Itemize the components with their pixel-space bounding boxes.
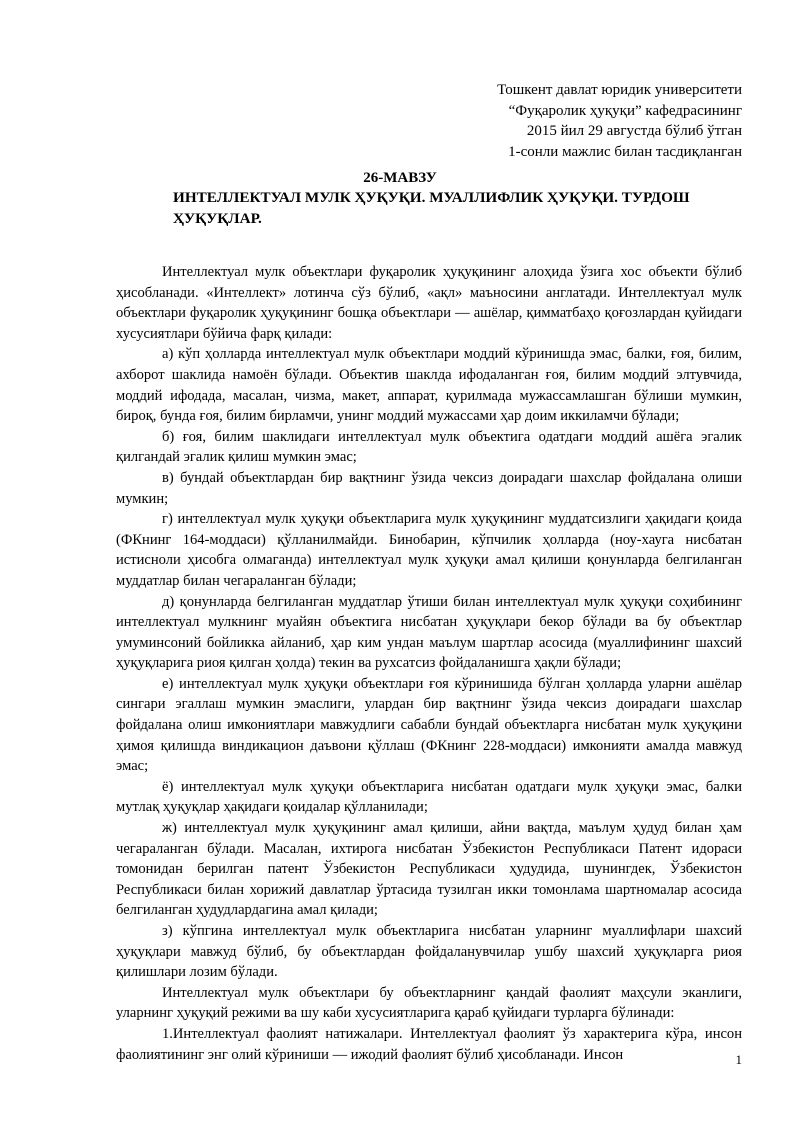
approval-line: 1-сонли мажлис билан тасдиқланган: [508, 143, 742, 160]
paragraph: е) интеллектуал мулк ҳуқуқи объектлари ғоя кўринишида бўлган ҳолларда уларни ашёлар сингари эгаллаш мумкин эмаслиги, улардан бир вақтнинг ўзида чексиз доирадаги шахслар фойдалана олиш имкониятлари мавжудлиги сабабли бундай объектларга нисбатан мулк ҳуқуқини ҳимоя қилишда виндикацион даъвони қўллаш (ФКнинг 228-моддаси) имконияти амалда мавжуд эмас;: [116, 675, 742, 775]
topic-title: ИНТЕЛЛЕКТУАЛ МУЛК ҲУҚУҚИ. МУАЛЛИФЛИК ҲУҚУҚИ. ТУРДОШ ҲУҚУҚЛАР.: [173, 189, 690, 227]
paragraph: б) ғоя, билим шаклидаги интеллектуал мулк объектига одатдаги моддий ашёга эгалик қилгандай эгалик қилиш мумкин эмас;: [116, 428, 742, 466]
approval-line: 2015 йил 29 августда бўлиб ўтган: [526, 123, 742, 140]
paragraph: 1.Интеллектуал фаолият натижалари. Интеллектуал фаолият ўз характерига кўра, инсон фаолиятининг энг олий кўриниши — ижодий фаолият бўлиб ҳисобланади. Инсон: [116, 1025, 742, 1063]
paragraph: Интеллектуал мулк объектлари фуқаролик ҳуқуқининг алоҳида ўзига хос объекти бўлиб ҳисобланади. «Интеллект» лотинча сўз бўлиб, «ақл» маъносини англатади. Интеллектуал мулк объектлари фуқаролик ҳуқуқининг бошқа объектлари — ашёлар, қимматбаҳо қоғозлардан қуйидаги хусусиятлари бўйича фарқ қилади:: [116, 264, 742, 342]
paragraph: в) бундай объектлардан бир вақтнинг ўзида чексиз доирадаги шахслар фойдалана олиши мумкин;: [116, 469, 742, 507]
approval-block: [497, 80, 742, 162]
approval-line: Тошкент давлат юридик университети: [497, 82, 742, 98]
approval-line: “Фуқаролик ҳуқуқи” кафедрасининг: [508, 102, 742, 119]
topic-number: 26-МАВЗУ: [363, 170, 437, 186]
paragraph: а) кўп ҳолларда интеллектуал мулк объектлари моддий кўринишда эмас, балки, ғоя, билим, ахборот шаклида намоён бўлади. Объектив шаклда ифодаланган ғоя, билим моддий элтувчида, моддий ифодада, масалан, чизма, макет, аппарат, қурилмада мужассамлашган бўлиши мумкин, бироқ, бунда ғоя, билим бирламчи, унинг моддий мужассами ҳар доим иккиламчи бўлади;: [116, 346, 742, 425]
paragraph: д) қонунларда белгиланган муддатлар ўтиши билан интеллектуал мулк ҳуқуқи соҳибининг интеллектуал мулкнинг муайян объектига нисбатан ҳуқуқлари бекор бўлади ва бу объектлар умуминсоний бойликка айланиб, ҳар ким ундан маълум шартлар асосида (муаллифининг шахсий ҳуқуқларига риоя қилган ҳолда) текин ва рухсатсиз фойдаланишга ҳақли бўлади;: [116, 593, 742, 672]
page-number: 1: [735, 1052, 742, 1067]
paragraph: ё) интеллектуал мулк ҳуқуқи объектларига нисбатан одатдаги мулк ҳуқуқи эмас, балки мутлақ ҳуқуқлар ҳақидаги қоидалар қўлланилади;: [116, 778, 742, 816]
document-body: [116, 262, 742, 1065]
paragraph: г) интеллектуал мулк ҳуқуқи объектларига мулк ҳуқуқининг муддатсизлиги ҳақидаги қоида (ФКнинг 164-моддаси) қўлланилмайди. Бинобарин, кўпчилик ҳолларда (ноу-хауга нисбатан истисноли ҳисобга олмаганда) интеллектуал мулк ҳуқуқи амал қилиши қонунларда белгиланган муддатлар билан чегараланган бўлади;: [116, 511, 742, 589]
paragraph: Интеллектуал мулк объектлари бу объектларнинг қандай фаолият маҳсули эканлиги, уларнинг ҳуқуқий режими ва шу каби хусусиятларига қараб қуйидаги турларга бўлинади:: [116, 984, 742, 1022]
paragraph: ж) интеллектуал мулк ҳуқуқининг амал қилиши, айни вақтда, маълум ҳудуд билан ҳам чегараланган бўлади. Масалан, ихтирога нисбатан Ўзбекистон Республикаси Патент идораси томонидан берилган патент Ўзбекистон Республикаси ҳудудида, шунингдек, Ўзбекистон Республикаси билан хорижий давлатлар ўртасида тузилган икки томонлама шартномалар асосида белгиланган ҳудудлардагина амал қилади;: [116, 820, 742, 919]
paragraph: з) кўпгина интеллектуал мулк объектларига нисбатан уларнинг муаллифлари шахсий ҳуқуқлари мавжуд бўлиб, бу объектлардан фойдаланувчилар ушбу шахсий ҳуқуқларга риоя қилишлари лозим бўлади.: [116, 923, 742, 981]
